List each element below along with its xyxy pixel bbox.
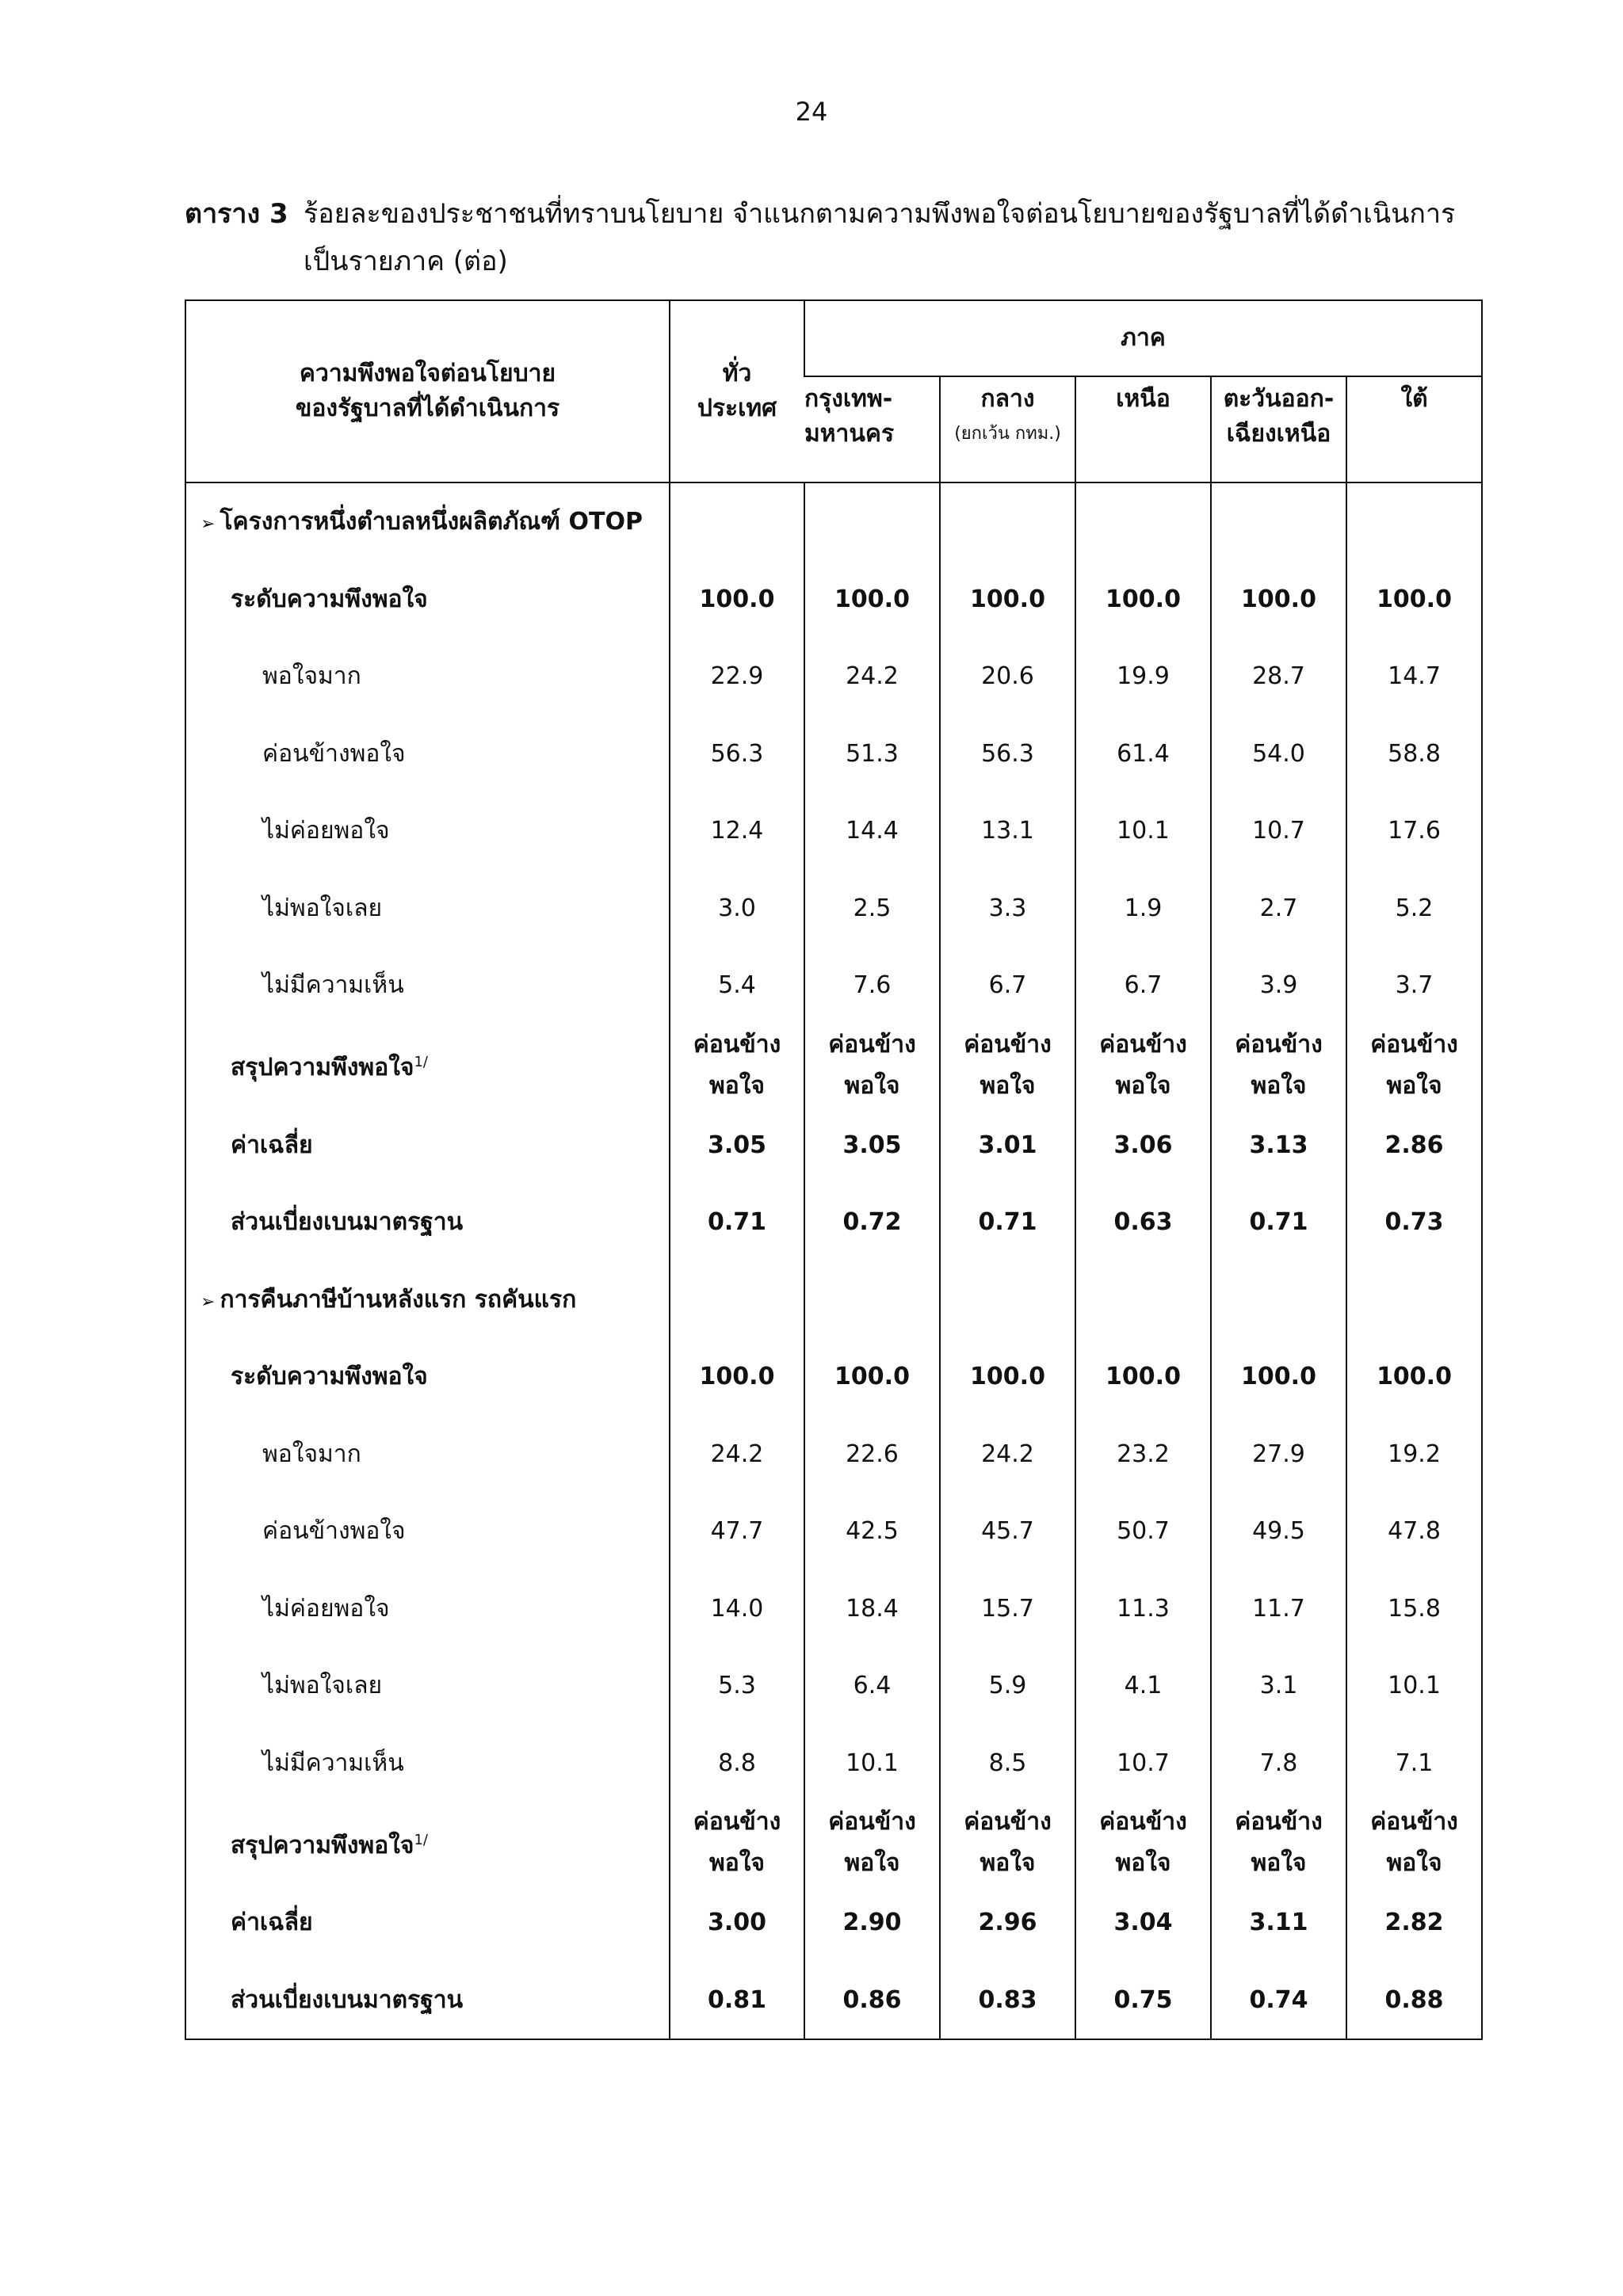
value-cell: 8.5 <box>940 1725 1075 1802</box>
header-region-line-1: กรุงเทพ- <box>804 385 893 413</box>
row-label: ไม่พอใจเลย <box>262 1672 383 1700</box>
value-cell: 100.0 <box>804 561 940 639</box>
empty-cell <box>1211 482 1346 561</box>
row-label: ค่าเฉลี่ย <box>231 1909 313 1937</box>
satisfaction-item-row <box>186 1725 1481 1802</box>
satisfaction-item-row <box>186 870 1481 948</box>
value-cell: 100.0 <box>1075 1338 1211 1416</box>
value-cell: 17.6 <box>1346 792 1481 870</box>
value-cell: 23.2 <box>1075 1416 1211 1493</box>
value-cell: 3.0 <box>670 870 804 948</box>
row-label: พอใจมาก <box>262 662 361 691</box>
satisfaction-item-row <box>186 792 1481 870</box>
satisfaction-item-row <box>186 1570 1481 1648</box>
value-cell: 3.9 <box>1211 947 1346 1024</box>
value-cell: 4.1 <box>1075 1647 1211 1725</box>
value-cell: 11.3 <box>1075 1570 1211 1648</box>
summary-value-line-1: ค่อนข้าง <box>1370 1030 1458 1058</box>
value-cell: 45.7 <box>940 1493 1075 1570</box>
value-cell: 58.8 <box>1346 715 1481 793</box>
value-cell: 0.72 <box>804 1184 940 1261</box>
value-cell: 100.0 <box>1211 1338 1346 1416</box>
value-cell: 8.8 <box>670 1725 804 1802</box>
summary-row <box>186 1024 1481 1107</box>
value-cell: 6.7 <box>1075 947 1211 1024</box>
section-header-row <box>186 1261 1481 1339</box>
value-cell: 56.3 <box>940 715 1075 793</box>
summary-value-line-1: ค่อนข้าง <box>964 1030 1052 1058</box>
value-cell: 14.0 <box>670 1570 804 1648</box>
header-label-line-1: ความพึงพอใจต่อนโยบาย <box>299 360 556 387</box>
value-cell: 5.3 <box>670 1647 804 1725</box>
value-cell: 0.88 <box>1346 1962 1481 2039</box>
row-label: ไม่ค่อยพอใจ <box>262 817 390 845</box>
value-cell: 49.5 <box>1211 1493 1346 1570</box>
caption-line-1: ร้อยละของประชาชนที่ทราบนโยบาย จำแนกตามความพึงพอใจต่อนโยบายของรัฐบาลที่ได้ดำเนินการ <box>304 198 1456 230</box>
value-cell: 0.71 <box>1211 1184 1346 1261</box>
summary-value-line-2: พอใจ <box>1386 1849 1442 1877</box>
header-region-line-1: เหนือ <box>1116 385 1170 413</box>
header-label-line-2: ของรัฐบาลที่ได้ดำเนินการ <box>295 395 560 422</box>
summary-value-cell <box>940 1024 1075 1107</box>
value-cell: 0.71 <box>940 1184 1075 1261</box>
header-label-cell <box>186 301 670 482</box>
value-cell: 0.86 <box>804 1962 940 2039</box>
header-total-line-1: ทั่ว <box>722 360 752 387</box>
satisfaction-item-row <box>186 1647 1481 1725</box>
value-cell: 3.3 <box>940 870 1075 948</box>
summary-row <box>186 1802 1481 1884</box>
value-cell: 5.4 <box>670 947 804 1024</box>
empty-cell <box>1346 1261 1481 1339</box>
summary-value-cell <box>804 1024 940 1107</box>
value-cell: 7.1 <box>1346 1725 1481 1802</box>
summary-value-cell <box>1211 1024 1346 1107</box>
row-label: ค่อนข้างพอใจ <box>262 1517 406 1546</box>
row-label: ไม่มีความเห็น <box>262 971 404 1000</box>
row-label: พอใจมาก <box>262 1440 361 1468</box>
summary-value-cell <box>804 1802 940 1884</box>
summary-value-line-1: ค่อนข้าง <box>828 1808 916 1836</box>
table-label: ตาราง 3 <box>185 198 288 230</box>
header-region-line-2: เฉียงเหนือ <box>1226 420 1331 448</box>
value-cell: 24.2 <box>804 638 940 715</box>
table-caption <box>185 190 1484 285</box>
row-label: ค่อนข้างพอใจ <box>262 739 406 768</box>
value-cell: 24.2 <box>670 1416 804 1493</box>
value-cell: 100.0 <box>670 561 804 639</box>
summary-value-line-1: ค่อนข้าง <box>1235 1808 1323 1836</box>
summary-value-line-1: ค่อนข้าง <box>1099 1030 1187 1058</box>
value-cell: 5.9 <box>940 1647 1075 1725</box>
row-label: ค่าเฉลี่ย <box>231 1131 313 1159</box>
value-cell: 2.7 <box>1211 870 1346 948</box>
header-total-line-2: ประเทศ <box>697 395 777 422</box>
caption-line-2: เป็นรายภาค (ต่อ) <box>304 246 508 277</box>
value-cell: 2.90 <box>804 1884 940 1962</box>
value-cell: 3.04 <box>1075 1884 1211 1962</box>
header-region-4 <box>1346 376 1481 482</box>
value-cell: 100.0 <box>1346 561 1481 639</box>
value-cell: 22.9 <box>670 638 804 715</box>
row-label: ไม่ค่อยพอใจ <box>262 1594 390 1623</box>
value-cell: 28.7 <box>1211 638 1346 715</box>
summary-label: สรุปความพึงพอใจ <box>231 1054 414 1081</box>
level-total-row <box>186 1338 1481 1416</box>
section-title: การคืนภาษีบ้านหลังแรก รถคันแรก <box>220 1285 577 1314</box>
value-cell: 3.1 <box>1211 1647 1346 1725</box>
summary-value-line-2: พอใจ <box>1115 1849 1171 1877</box>
summary-value-line-1: ค่อนข้าง <box>964 1808 1052 1836</box>
summary-value-cell <box>1211 1802 1346 1884</box>
value-cell: 22.6 <box>804 1416 940 1493</box>
summary-value-cell <box>940 1802 1075 1884</box>
empty-cell <box>940 1261 1075 1339</box>
value-cell: 19.9 <box>1075 638 1211 715</box>
section-title: โครงการหนึ่งตำบลหนึ่งผลิตภัณฑ์ OTOP <box>220 508 643 536</box>
value-cell: 1.9 <box>1075 870 1211 948</box>
summary-value-line-1: ค่อนข้าง <box>1370 1808 1458 1836</box>
summary-value-line-1: ค่อนข้าง <box>693 1030 781 1058</box>
value-cell: 47.8 <box>1346 1493 1481 1570</box>
header-region-1 <box>940 376 1075 482</box>
summary-value-line-2: พอใจ <box>844 1071 900 1100</box>
value-cell: 2.5 <box>804 870 940 948</box>
value-cell: 13.1 <box>940 792 1075 870</box>
value-cell: 0.73 <box>1346 1184 1481 1261</box>
value-cell: 54.0 <box>1211 715 1346 793</box>
value-cell: 10.1 <box>804 1725 940 1802</box>
value-cell: 100.0 <box>1346 1338 1481 1416</box>
empty-cell <box>804 1261 940 1339</box>
value-cell: 0.74 <box>1211 1962 1346 2039</box>
summary-value-line-2: พอใจ <box>1386 1071 1442 1100</box>
section-header-row <box>186 482 1481 561</box>
satisfaction-item-row <box>186 1416 1481 1493</box>
summary-value-line-2: พอใจ <box>1115 1071 1171 1100</box>
value-cell: 7.8 <box>1211 1725 1346 1802</box>
header-region-2 <box>1075 376 1211 482</box>
value-cell: 3.05 <box>804 1107 940 1184</box>
summary-value-cell <box>670 1024 804 1107</box>
summary-label: สรุปความพึงพอใจ <box>231 1831 414 1859</box>
bullet-arrow-icon: ➢ <box>200 1291 216 1312</box>
summary-value-line-1: ค่อนข้าง <box>693 1808 781 1836</box>
summary-value-cell <box>1075 1024 1211 1107</box>
std-dev-row <box>186 1962 1481 2039</box>
value-cell: 6.7 <box>940 947 1075 1024</box>
value-cell: 14.4 <box>804 792 940 870</box>
satisfaction-item-row <box>186 1493 1481 1570</box>
header-region-0 <box>804 376 940 482</box>
row-label: ส่วนเบี่ยงเบนมาตรฐาน <box>231 1985 464 2014</box>
value-cell: 100.0 <box>1075 561 1211 639</box>
section-title-cell <box>186 482 670 561</box>
value-cell: 20.6 <box>940 638 1075 715</box>
summary-value-line-2: พอใจ <box>980 1849 1036 1877</box>
summary-value-cell <box>1346 1024 1481 1107</box>
summary-label-cell <box>186 1802 670 1884</box>
value-cell: 5.2 <box>1346 870 1481 948</box>
value-cell: 0.71 <box>670 1184 804 1261</box>
empty-cell <box>670 482 804 561</box>
satisfaction-item-row <box>186 638 1481 715</box>
value-cell: 27.9 <box>1211 1416 1346 1493</box>
empty-cell <box>1075 1261 1211 1339</box>
value-cell: 19.2 <box>1346 1416 1481 1493</box>
value-cell: 3.01 <box>940 1107 1075 1184</box>
value-cell: 3.13 <box>1211 1107 1346 1184</box>
empty-cell <box>670 1261 804 1339</box>
value-cell: 2.82 <box>1346 1884 1481 1962</box>
empty-cell <box>940 482 1075 561</box>
summary-value-line-2: พอใจ <box>1251 1849 1307 1877</box>
value-cell: 100.0 <box>804 1338 940 1416</box>
value-cell: 56.3 <box>670 715 804 793</box>
section-title-cell <box>186 1261 670 1339</box>
empty-cell <box>1211 1261 1346 1339</box>
value-cell: 15.8 <box>1346 1570 1481 1648</box>
row-label: ระดับความพึงพอใจ <box>231 1363 428 1391</box>
value-cell: 100.0 <box>1211 561 1346 639</box>
header-region-line-2: (ยกเว้น กทม.) <box>954 424 1061 444</box>
bullet-arrow-icon: ➢ <box>200 514 216 535</box>
value-cell: 10.1 <box>1075 792 1211 870</box>
value-cell: 100.0 <box>940 561 1075 639</box>
value-cell: 3.05 <box>670 1107 804 1184</box>
header-region-line-2: มหานคร <box>804 420 895 448</box>
header-region-group: ภาค <box>804 301 1481 376</box>
value-cell: 2.96 <box>940 1884 1075 1962</box>
value-cell: 61.4 <box>1075 715 1211 793</box>
value-cell: 7.6 <box>804 947 940 1024</box>
summary-value-line-2: พอใจ <box>708 1849 766 1877</box>
value-cell: 10.7 <box>1211 792 1346 870</box>
value-cell: 0.83 <box>940 1962 1075 2039</box>
satisfaction-item-row <box>186 715 1481 793</box>
header-total-cell <box>670 301 804 482</box>
value-cell: 0.75 <box>1075 1962 1211 2039</box>
header-region-line-1: ตะวันออก- <box>1223 385 1335 413</box>
mean-row <box>186 1107 1481 1184</box>
page-number: 24 <box>795 97 828 127</box>
header-region-line-1: กลาง <box>980 385 1035 413</box>
value-cell: 12.4 <box>670 792 804 870</box>
header-region-3 <box>1211 376 1346 482</box>
value-cell: 18.4 <box>804 1570 940 1648</box>
std-dev-row <box>186 1184 1481 1261</box>
value-cell: 47.7 <box>670 1493 804 1570</box>
row-label: ไม่พอใจเลย <box>262 894 383 922</box>
summary-value-cell <box>1346 1802 1481 1884</box>
summary-value-line-2: พอใจ <box>844 1849 900 1877</box>
summary-value-line-2: พอใจ <box>1251 1071 1307 1100</box>
summary-label-cell <box>186 1024 670 1107</box>
value-cell: 2.86 <box>1346 1107 1481 1184</box>
value-cell: 51.3 <box>804 715 940 793</box>
value-cell: 100.0 <box>940 1338 1075 1416</box>
empty-cell <box>804 482 940 561</box>
value-cell: 24.2 <box>940 1416 1075 1493</box>
value-cell: 3.00 <box>670 1884 804 1962</box>
satisfaction-item-row <box>186 947 1481 1024</box>
row-label: ส่วนเบี่ยงเบนมาตรฐาน <box>231 1208 464 1237</box>
value-cell: 10.1 <box>1346 1647 1481 1725</box>
value-cell: 0.63 <box>1075 1184 1211 1261</box>
summary-value-line-2: พอใจ <box>708 1071 766 1100</box>
value-cell: 100.0 <box>670 1338 804 1416</box>
footnote-marker: 1/ <box>414 1054 428 1070</box>
value-cell: 0.81 <box>670 1962 804 2039</box>
satisfaction-table <box>185 299 1483 2040</box>
summary-value-line-1: ค่อนข้าง <box>1235 1030 1323 1058</box>
value-cell: 3.7 <box>1346 947 1481 1024</box>
value-cell: 11.7 <box>1211 1570 1346 1648</box>
footnote-marker: 1/ <box>414 1831 428 1848</box>
empty-cell <box>1075 482 1211 561</box>
row-label: ระดับความพึงพอใจ <box>231 585 428 613</box>
value-cell: 42.5 <box>804 1493 940 1570</box>
row-label: ไม่มีความเห็น <box>262 1749 404 1777</box>
value-cell: 3.06 <box>1075 1107 1211 1184</box>
value-cell: 6.4 <box>804 1647 940 1725</box>
empty-cell <box>1346 482 1481 561</box>
value-cell: 50.7 <box>1075 1493 1211 1570</box>
mean-row <box>186 1884 1481 1962</box>
summary-value-cell <box>1075 1802 1211 1884</box>
summary-value-line-1: ค่อนข้าง <box>828 1030 916 1058</box>
header-region-line-1: ใต้ <box>1400 385 1428 413</box>
summary-value-line-2: พอใจ <box>980 1071 1036 1100</box>
value-cell: 3.11 <box>1211 1884 1346 1962</box>
summary-value-cell <box>670 1802 804 1884</box>
value-cell: 10.7 <box>1075 1725 1211 1802</box>
summary-value-line-1: ค่อนข้าง <box>1099 1808 1187 1836</box>
value-cell: 15.7 <box>940 1570 1075 1648</box>
value-cell: 14.7 <box>1346 638 1481 715</box>
level-total-row <box>186 561 1481 639</box>
